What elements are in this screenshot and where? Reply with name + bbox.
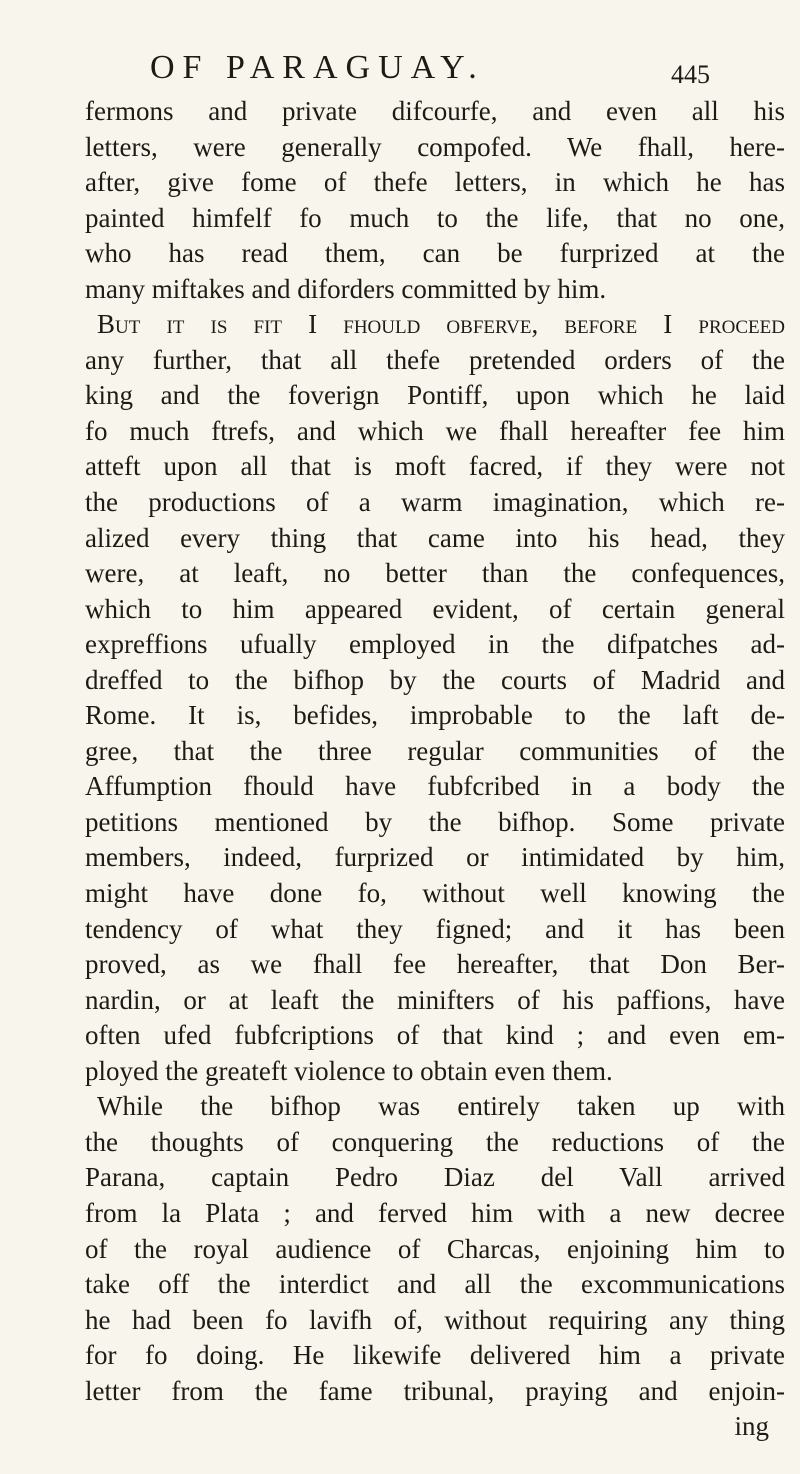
text-line: letters, were generally compofed. We fhall, here- (85, 131, 785, 162)
text-line: take off the interdict and all the excommunications (85, 1269, 785, 1300)
text-line: tendency of what they figned; and it has been (85, 913, 785, 944)
text-line: king and the foverign Pontiff, upon which he laid (85, 380, 785, 411)
text-line: fo much ftrefs, and which we fhall hereafter fee him (85, 415, 785, 446)
text-line: from la Plata ; and ferved him with a new decree (85, 1197, 785, 1228)
text-line: the productions of a warm imagination, which re- (85, 487, 785, 518)
text-line: who has read them, can be furprized at the (85, 238, 785, 269)
text-line: dreffed to the bifhop by the courts of Madrid and (85, 664, 785, 695)
text-line: While the bifhop was entirely taken up with (97, 1091, 785, 1122)
text-line: members, indeed, furprized or intimidated by him, (85, 842, 785, 873)
text-line: many miftakes and diforders committed by him. (85, 273, 607, 304)
text-line: of the royal audience of Charcas, enjoining him to (85, 1233, 785, 1264)
text-line: for fo doing. He likewife delivered him a private (85, 1340, 785, 1371)
text-line: painted himfelf fo much to the life, that no one, (85, 202, 785, 233)
text-line: might have done fo, without well knowing the (85, 878, 785, 909)
body-text (85, 94, 785, 1445)
text-line: ployed the greateft violence to obtain even them. (85, 1055, 613, 1086)
text-line: proved, as we fhall fee hereafter, that Don Ber- (85, 949, 785, 980)
text-line: gree, that the three regular communities of the (85, 735, 785, 766)
text-line: Parana, captain Pedro Diaz del Vall arrived (85, 1162, 785, 1193)
text-line: fermons and private difcourfe, and even all his (85, 96, 785, 126)
catchword: ing (734, 1411, 769, 1442)
text-line: Affumption fhould have fubfcribed in a body the (85, 771, 785, 802)
text-line: But it is fit I fhould obferve, before I proceed (97, 309, 785, 340)
text-line: alized every thing that came into his head, they (85, 522, 785, 553)
text-line: nardin, or at leaft the minifters of his paffions, have (85, 984, 785, 1015)
running-title: OF PARAGUAY. (150, 49, 485, 86)
running-head (150, 46, 710, 96)
text-line: often ufed fubfcriptions of that kind ; and even em- (85, 1020, 785, 1051)
text-line: any further, that all thefe pretended orders of the (85, 344, 785, 375)
text-line: expreffions ufually employed in the difpatches ad- (85, 629, 785, 660)
text-line: he had been fo lavifh of, without requiring any thing (85, 1304, 785, 1335)
text-line: the thoughts of conquering the reductions of the (85, 1126, 785, 1157)
text-line: petitions mentioned by the bifhop. Some private (85, 806, 785, 837)
page-number: 445 (671, 60, 710, 89)
text-line: letter from the fame tribunal, praying and enjoin- (85, 1375, 785, 1406)
text-line: which to him appeared evident, of certain general (85, 593, 785, 624)
text-line: after, give fome of thefe letters, in which he has (85, 167, 785, 198)
text-line: atteft upon all that is moft facred, if they were not (85, 451, 785, 482)
text-line: Rome. It is, befides, improbable to the laft de- (85, 700, 785, 731)
text-line: were, at leaft, no better than the confequences, (85, 558, 785, 589)
